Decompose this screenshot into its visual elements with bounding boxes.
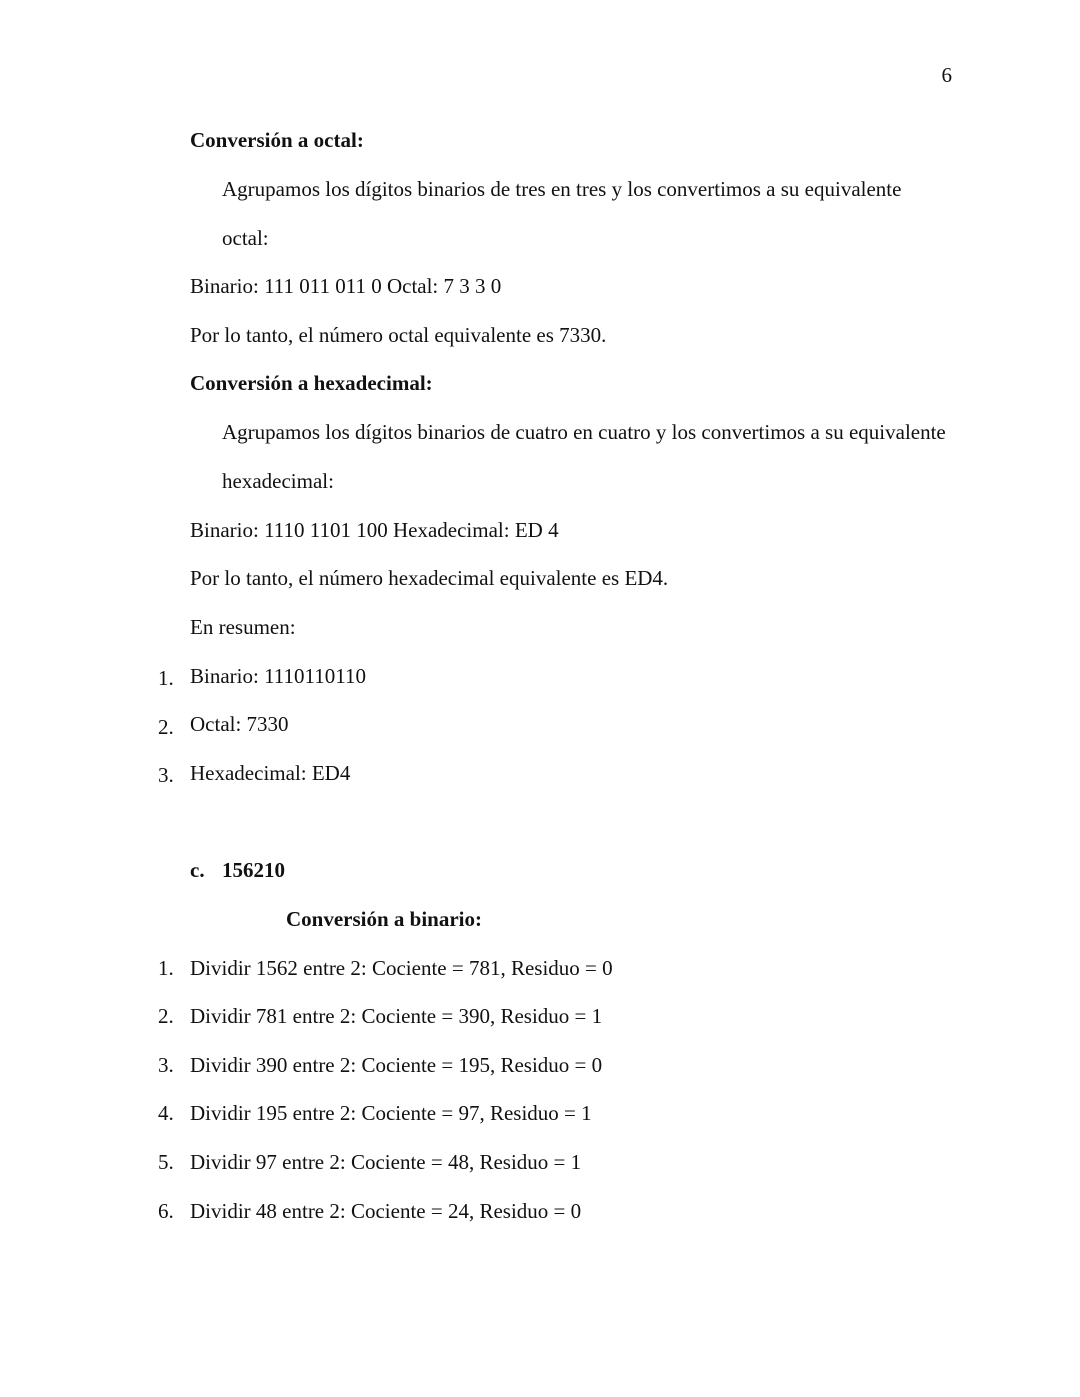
- hex-conclusion: Por lo tanto, el número hexadecimal equivalente es ED4.: [190, 566, 669, 590]
- step-text: Dividir 195 entre 2: Cociente = 97, Residuo = 1: [190, 1101, 592, 1125]
- step-number: 4.: [158, 1101, 174, 1125]
- summary-item-text: Octal: 7330: [190, 712, 289, 736]
- hex-mapping: Binario: 1110 1101 100 Hexadecimal: ED 4: [190, 518, 559, 542]
- summary-item-text: Binario: 1110110110: [190, 664, 366, 688]
- octal-mapping: Binario: 111 011 011 0 Octal: 7 3 3 0: [190, 274, 502, 298]
- section-c-heading: Conversión a binario:: [286, 907, 483, 931]
- octal-conclusion: Por lo tanto, el número octal equivalente es 7330.: [190, 323, 607, 347]
- step-number: 6.: [158, 1199, 174, 1223]
- summary-item-number: 3.: [158, 763, 174, 787]
- section-c-label: c.: [190, 858, 205, 882]
- step-number: 2.: [158, 1004, 174, 1028]
- octal-intro-line2: octal:: [222, 226, 269, 250]
- step-text: Dividir 48 entre 2: Cociente = 24, Residuo = 0: [190, 1199, 582, 1223]
- step-text: Dividir 1562 entre 2: Cociente = 781, Residuo = 0: [190, 956, 613, 980]
- page-number: 6: [941, 63, 952, 87]
- step-text: Dividir 97 entre 2: Cociente = 48, Residuo = 1: [190, 1150, 582, 1174]
- summary-item-text: Hexadecimal: ED4: [190, 761, 351, 785]
- step-text: Dividir 390 entre 2: Cociente = 195, Residuo = 0: [190, 1053, 603, 1077]
- hex-intro-line2: hexadecimal:: [222, 469, 334, 493]
- step-number: 5.: [158, 1150, 174, 1174]
- octal-intro-line1: Agrupamos los dígitos binarios de tres en tres y los convertimos a su equivalente: [222, 177, 902, 201]
- hex-intro-line1: Agrupamos los dígitos binarios de cuatro en cuatro y los convertimos a su equivalente: [222, 420, 946, 444]
- summary-item-number: 1.: [158, 666, 174, 690]
- step-text: Dividir 781 entre 2: Cociente = 390, Residuo = 1: [190, 1004, 603, 1028]
- octal-heading: Conversión a octal:: [190, 128, 364, 152]
- step-number: 3.: [158, 1053, 174, 1077]
- step-number: 1.: [158, 956, 174, 980]
- summary-item-number: 2.: [158, 715, 174, 739]
- section-c-number: 156210: [222, 858, 285, 882]
- hex-heading: Conversión a hexadecimal:: [190, 371, 433, 395]
- summary-intro: En resumen:: [190, 615, 296, 639]
